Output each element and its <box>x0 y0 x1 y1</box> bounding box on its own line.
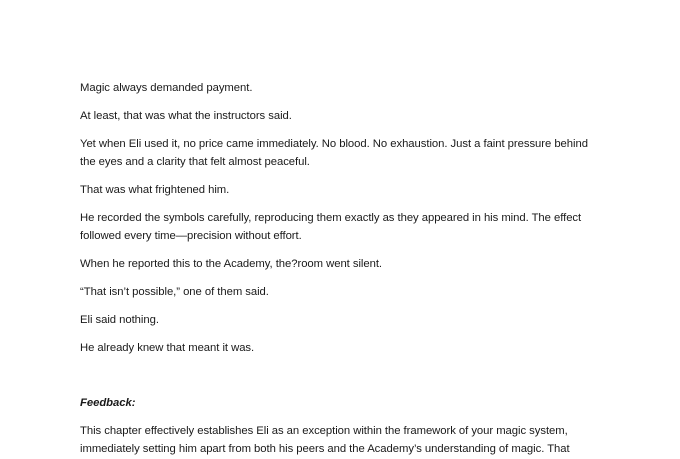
story-line: He recorded the symbols carefully, reproducing them exactly as they appeared in his mind. The effect <box>80 212 582 224</box>
story-paragraph-1 <box>80 79 605 97</box>
feedback-line: This chapter effectively establishes Eli as an exception within the framework of your magic system, <box>80 425 568 437</box>
story-line: followed every time—precision without effort. <box>80 230 302 242</box>
feedback-heading: Feedback: <box>80 397 136 409</box>
story-paragraph-8 <box>80 311 605 329</box>
feedback-paragraph <box>80 422 605 458</box>
story-line: Yet when Eli used it, no price came immediately. No blood. No exhaustion. Just a faint pressure behind <box>80 138 588 150</box>
story-line: Eli said nothing. <box>80 314 159 326</box>
feedback-heading-block <box>80 394 605 412</box>
story-paragraph-7 <box>80 283 605 301</box>
story-line: He already knew that meant it was. <box>80 342 255 354</box>
feedback-line: immediately setting him apart from both his peers and the Academy’s understanding of magic. That <box>80 443 570 455</box>
story-paragraph-9 <box>80 339 605 357</box>
story-paragraph-6 <box>80 255 605 273</box>
story-paragraph-3 <box>80 135 605 171</box>
story-line: “That isn’t possible,” one of them said. <box>80 286 269 298</box>
story-line: That was what frightened him. <box>80 184 230 196</box>
story-line: When he reported this to the Academy, the?room went silent. <box>80 258 383 270</box>
story-paragraph-5 <box>80 209 605 245</box>
story-line: At least, that was what the instructors said. <box>80 110 292 122</box>
story-line: Magic always demanded payment. <box>80 82 253 94</box>
story-paragraph-2 <box>80 107 605 125</box>
story-paragraph-4 <box>80 181 605 199</box>
story-line: the eyes and a clarity that felt almost peaceful. <box>80 156 310 168</box>
